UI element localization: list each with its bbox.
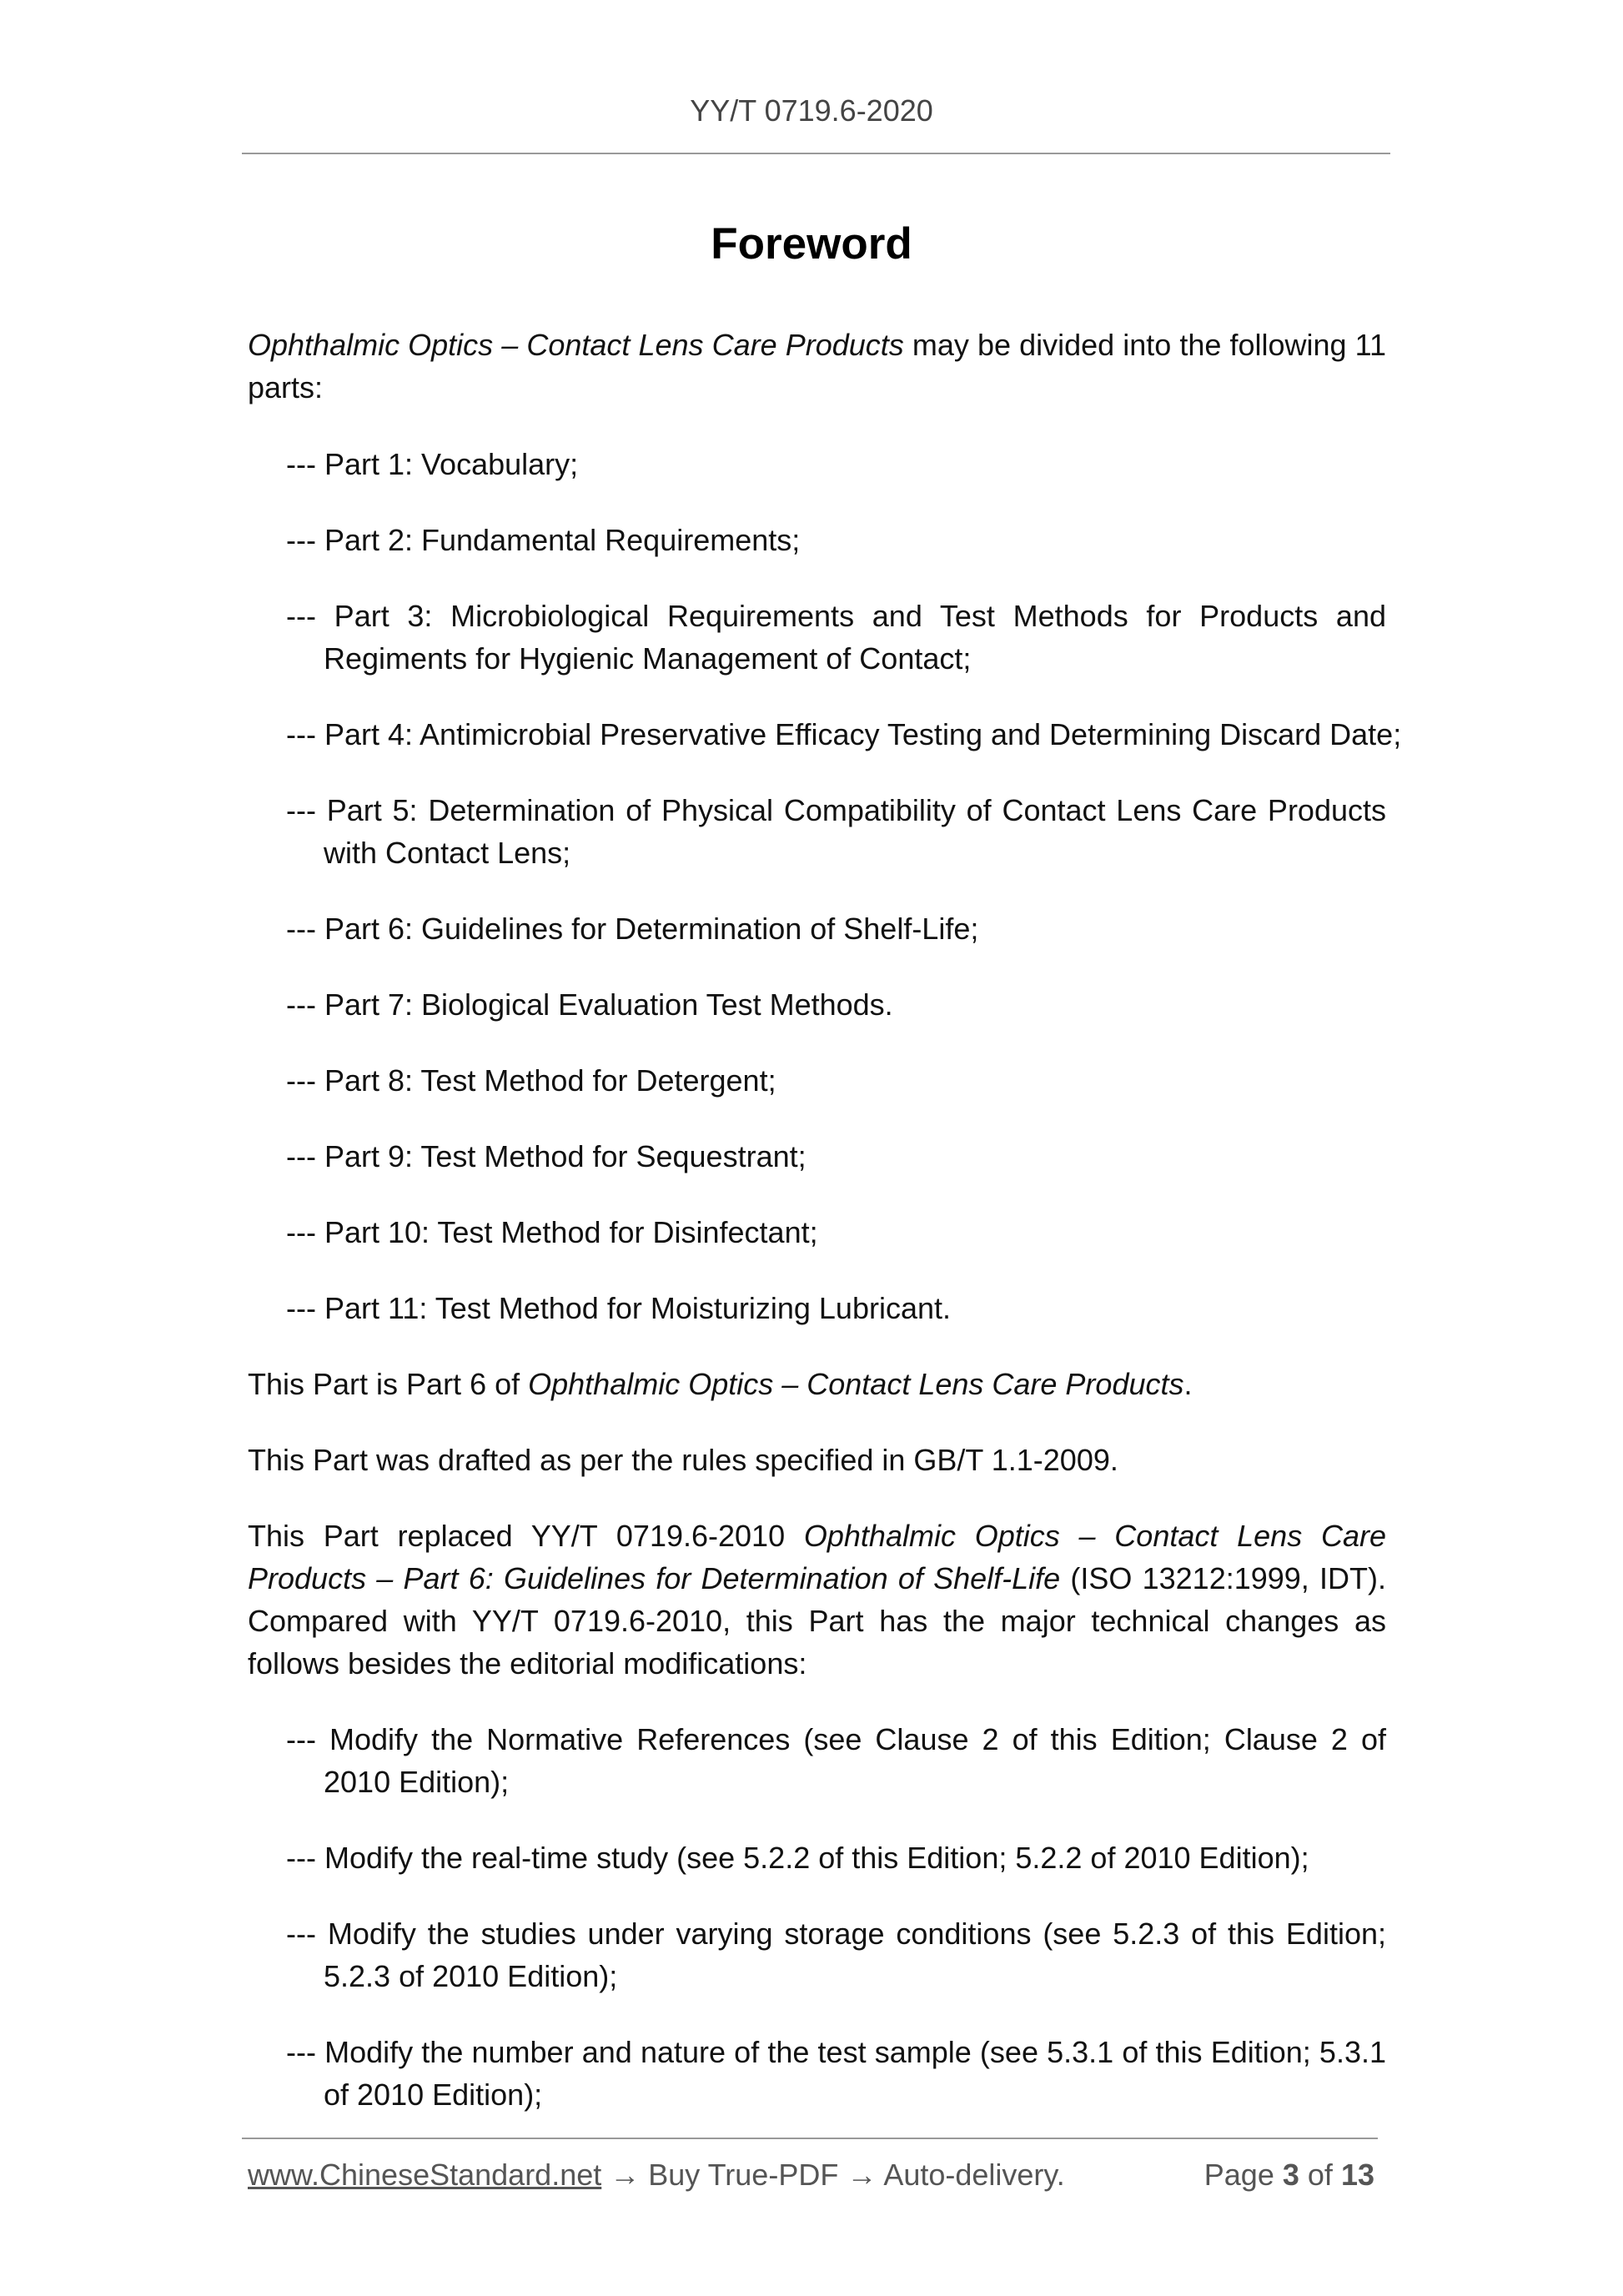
foreword-body [248,324,1402,2116]
intro-paragraph [248,324,1386,409]
part-statement-suffix: . [1183,1367,1193,1401]
list-item-part-4: --- Part 4: Antimicrobial Preservative Efficacy Testing and Determining Discard Date; [286,717,1402,751]
list-item-part-7: --- Part 7: Biological Evaluation Test Methods. [286,987,893,1022]
part-statement [248,1363,1386,1405]
page-indicator [1204,2158,1374,2193]
list-item-part-5: --- Part 5: Determination of Physical Compatibility of Contact Lens Care Products with Contact Lens; [286,793,1386,870]
page-total: 13 [1340,2158,1374,2192]
replacement-suffix: (ISO 13212:1999, IDT). Compared with YY/T 0719.6-2010, this Part has the major technical changes as follows besides the editorial modifications: [248,1561,1386,1681]
header-doc-code: YY/T 0719.6-2020 [690,93,933,128]
part-statement-series-title: Ophthalmic Optics – Contact Lens Care Products [528,1367,1184,1401]
footer-divider [242,2138,1378,2139]
header-divider [242,153,1390,154]
footer-promo [248,2158,1065,2193]
list-item-modification-2: --- Modify the real-time study (see 5.2.2 of this Edition; 5.2.2 of 2010 Edition); [286,1841,1309,1875]
list-item-part-10: --- Part 10: Test Method for Disinfectant; [286,1215,818,1249]
intro-series-title: Ophthalmic Optics – Contact Lens Care Products [248,328,904,362]
list-item-modification-1: --- Modify the Normative References (see Clause 2 of this Edition; Clause 2 of 2010 Edition); [286,1722,1386,1799]
intro-text: may be divided into the following 11 parts: [248,328,1387,404]
list-item-part-9: --- Part 9: Test Method for Sequestrant; [286,1139,806,1173]
list-item-part-11: --- Part 11: Test Method for Moisturizing Lubricant. [286,1291,951,1325]
list-item-part-3: --- Part 3: Microbiological Requirements and Test Methods for Products and Regiments for Hygienic Management of Contact; [286,599,1386,676]
page-label: Page [1203,2158,1274,2192]
list-item-part-8: --- Part 8: Test Method for Detergent; [286,1063,776,1098]
part-statement-prefix: This Part is Part 6 of [248,1367,529,1401]
list-item-part-6: --- Part 6: Guidelines for Determination of Shelf-Life; [286,912,979,946]
page-number: 3 [1282,2158,1299,2192]
list-item-modification-3: --- Modify the studies under varying storage conditions (see 5.2.3 of this Edition; 5.2.3 of 2010 Edition); [286,1917,1386,1993]
replacement-paragraph [248,1515,1386,1685]
replaced-standard-title: Ophthalmic Optics – Contact Lens Care Products – Part 6: Guidelines for Determination of Shelf-Life [248,1519,1386,1595]
list-item-part-2: --- Part 2: Fundamental Requirements; [286,523,801,557]
drafting-statement: This Part was drafted as per the rules specified in GB/T 1.1-2009. [248,1443,1118,1477]
list-item-modification-4: --- Modify the number and nature of the test sample (see 5.3.1 of this Edition; 5.3.1 of 2010 Edition); [286,2035,1386,2112]
replacement-prefix: This Part replaced YY/T 0719.6-2010 [248,1519,804,1553]
list-item-part-1: --- Part 1: Vocabulary; [286,447,579,481]
page-title: Foreword [711,219,912,269]
footer-site-link[interactable]: www.ChineseStandard.net [248,2158,602,2192]
footer-promo-text: → Buy True-PDF → Auto-delivery. [601,2158,1065,2192]
page-of-label: of [1307,2158,1333,2192]
